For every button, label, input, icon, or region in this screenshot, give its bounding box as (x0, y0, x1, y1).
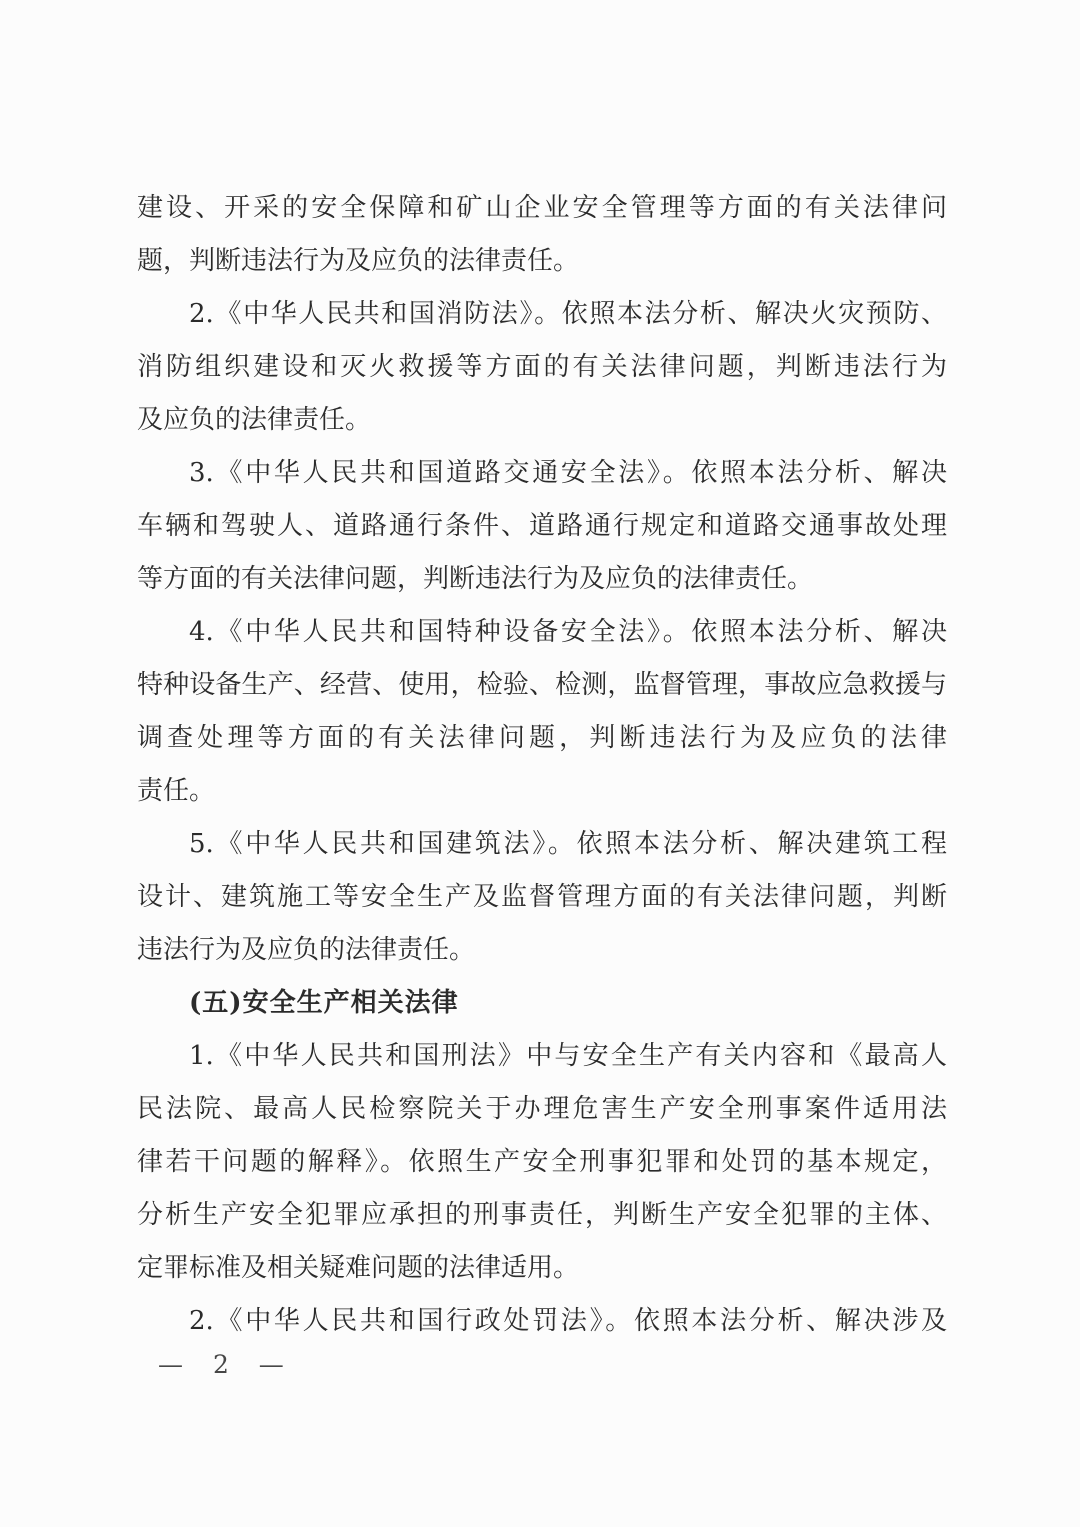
text-line: 2.《中华人民共和国消防法》。依照本法分析、解决火灾预防、 (189, 299, 947, 329)
text-line: 特种设备生产、经营、使用，检验、检测，监督管理，事故应急救援与 (137, 670, 947, 700)
text-line: 违法行为及应负的法律责任。 (137, 935, 476, 965)
text-line: 分析生产安全犯罪应承担的刑事责任，判断生产安全犯罪的主体、 (137, 1200, 947, 1230)
text-line: 定罪标准及相关疑难问题的法律适用。 (137, 1253, 580, 1283)
text-line: 责任。 (137, 776, 216, 806)
document-body (137, 182, 947, 1348)
text-line: 调查处理等方面的有关法律问题，判断违法行为及应负的法律 (137, 723, 947, 753)
text-line: (五)安全生产相关法律 (189, 988, 459, 1018)
text-line: 建设、开采的安全保障和矿山企业安全管理等方面的有关法律问 (137, 193, 947, 223)
text-line: 民法院、最高人民检察院关于办理危害生产安全刑事案件适用法 (137, 1094, 947, 1124)
text-line: 题，判断违法行为及应负的法律责任。 (137, 246, 580, 276)
text-line: 3.《中华人民共和国道路交通安全法》。依照本法分析、解决 (189, 458, 947, 488)
text-line: 1.《中华人民共和国刑法》中与安全生产有关内容和《最高人 (189, 1041, 947, 1071)
text-line: 等方面的有关法律问题，判断违法行为及应负的法律责任。 (137, 564, 814, 594)
text-line: 4.《中华人民共和国特种设备安全法》。依照本法分析、解决 (189, 617, 947, 647)
text-line: 5.《中华人民共和国建筑法》。依照本法分析、解决建筑工程 (189, 829, 947, 859)
page-number: — 2 — (158, 1350, 290, 1379)
text-line: 2.《中华人民共和国行政处罚法》。依照本法分析、解决涉及 (189, 1306, 947, 1336)
text-line: 消防组织建设和灭火救援等方面的有关法律问题，判断违法行为 (137, 352, 947, 382)
text-line: 车辆和驾驶人、道路通行条件、道路通行规定和道路交通事故处理 (137, 511, 947, 541)
text-line: 律若干问题的解释》。依照生产安全刑事犯罪和处罚的基本规定， (137, 1147, 947, 1177)
text-line: 及应负的法律责任。 (137, 405, 372, 435)
text-line: 设计、建筑施工等安全生产及监督管理方面的有关法律问题，判断 (137, 882, 947, 912)
